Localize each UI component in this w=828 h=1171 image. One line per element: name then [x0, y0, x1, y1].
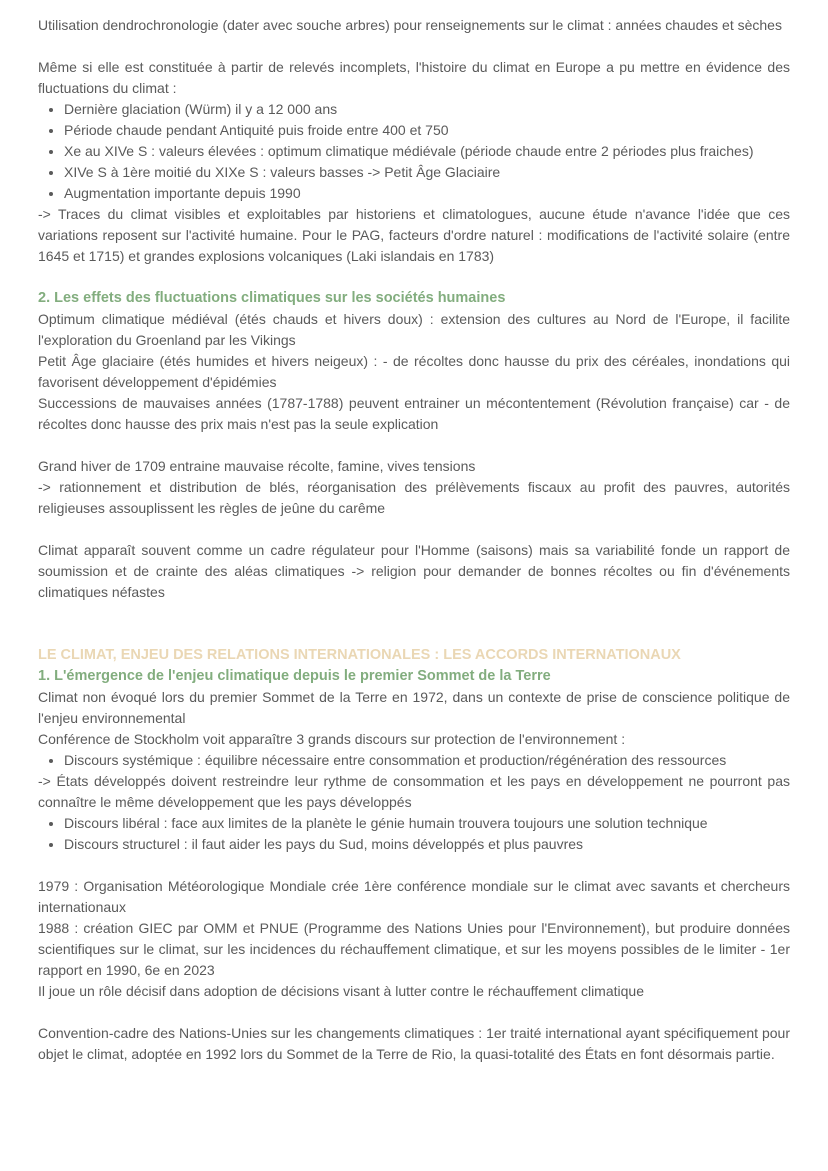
list-item: • Augmentation importante depuis 1990	[64, 183, 790, 204]
section-heading: 2. Les effets des fluctuations climatiques sur les sociétés humaines	[38, 290, 506, 306]
list-item: • Période chaude pendant Antiquité puis froide entre 400 et 750	[64, 120, 790, 141]
paragraph: Même si elle est constituée à partir de relevés incomplets, l'histoire du climat en Europe a pu mettre en évidence des fluctuations du climat :	[38, 59, 790, 96]
paragraph: -> Traces du climat visibles et exploitables par historiens et climatologues, aucune étude n'avance l'idée que ces variations reposent sur l'activité humaine. Pour le PAG, facteurs d'ordre naturel : modifications de l'activité solaire (entre 1645 et 1715) et grandes explosions volcaniques (Laki islandais en 1783)	[38, 206, 790, 264]
section-heading: 1. L'émergence de l'enjeu climatique depuis le premier Sommet de la Terre	[38, 668, 551, 684]
paragraph: Successions de mauvaises années (1787-1788) peuvent entrainer un mécontentement (Révolution française) car - de récoltes donc hausse des prix mais n'est pas la seule explication	[38, 395, 790, 432]
document-page	[38, 15, 790, 1065]
paragraph: Conférence de Stockholm voit apparaître 3 grands discours sur protection de l'environnement :	[38, 731, 626, 747]
list-item: • XIVe S à 1ère moitié du XIXe S : valeurs basses -> Petit Âge Glaciaire	[64, 162, 790, 183]
paragraph: 1979 : Organisation Météorologique Mondiale crée 1ère conférence mondiale sur le climat avec savants et chercheurs internationaux	[38, 878, 790, 915]
list-item: • Discours libéral : face aux limites de la planète le génie humain trouvera toujours une solution technique	[64, 813, 790, 834]
list-item: • Xe au XIVe S : valeurs élevées : optimum climatique médiévale (période chaude entre 2 périodes plus fraiches)	[64, 141, 790, 162]
paragraph: -> rationnement et distribution de blés, réorganisation des prélèvements fiscaux au profit des pauvres, autorités religieuses assouplissent les règles de jeûne du carême	[38, 479, 790, 516]
paragraph: Climat non évoqué lors du premier Sommet de la Terre en 1972, dans un contexte de prise de conscience politique de l'enjeu environnemental	[38, 689, 790, 726]
bullet-list	[38, 99, 790, 204]
paragraph: Convention-cadre des Nations-Unies sur les changements climatiques : 1er traité international ayant spécifiquement pour objet le climat, adoptée en 1992 lors du Sommet de la Terre de Rio, la quasi-totalité des États en font désormais partie.	[38, 1025, 790, 1062]
list-item: • Dernière glaciation (Würm) il y a 12 000 ans	[64, 99, 790, 120]
paragraph: -> États développés doivent restreindre leur rythme de consommation et les pays en développement ne pourront pas connaître le même développement que les pays développés	[38, 773, 790, 810]
paragraph: Optimum climatique médiéval (étés chauds et hivers doux) : extension des cultures au Nord de l'Europe, il facilite l'exploration du Groenland par les Vikings	[38, 311, 790, 348]
paragraph: Il joue un rôle décisif dans adoption de décisions visant à lutter contre le réchauffement climatique	[38, 983, 644, 999]
paragraph: Petit Âge glaciaire (étés humides et hivers neigeux) : - de récoltes donc hausse du prix des céréales, inondations qui favorisent développement d'épidémies	[38, 353, 790, 390]
bullet-list	[38, 750, 790, 771]
chapter-title: LE CLIMAT, ENJEU DES RELATIONS INTERNATIONALES : LES ACCORDS INTERNATIONAUX	[38, 647, 681, 663]
paragraph: 1988 : création GIEC par OMM et PNUE (Programme des Nations Unies pour l'Environnement), but produire données scientifiques sur le climat, sur les incidences du réchauffement climatique, et sur les moyens possibles de le limiter - 1er rapport en 1990, 6e en 2023	[38, 920, 790, 978]
bullet-list	[38, 813, 790, 855]
paragraph: Climat apparaît souvent comme un cadre régulateur pour l'Homme (saisons) mais sa variabilité fonde un rapport de soumission et de crainte des aléas climatiques -> religion pour demander de bonnes récoltes ou fin d'événements climatiques néfastes	[38, 542, 790, 600]
list-item: • Discours systémique : équilibre nécessaire entre consommation et production/régénération des ressources	[64, 750, 790, 771]
paragraph: Utilisation dendrochronologie (dater avec souche arbres) pour renseignements sur le climat : années chaudes et sèches	[38, 17, 782, 33]
list-item: • Discours structurel : il faut aider les pays du Sud, moins développés et plus pauvres	[64, 834, 790, 855]
paragraph: Grand hiver de 1709 entraine mauvaise récolte, famine, vives tensions	[38, 458, 476, 474]
